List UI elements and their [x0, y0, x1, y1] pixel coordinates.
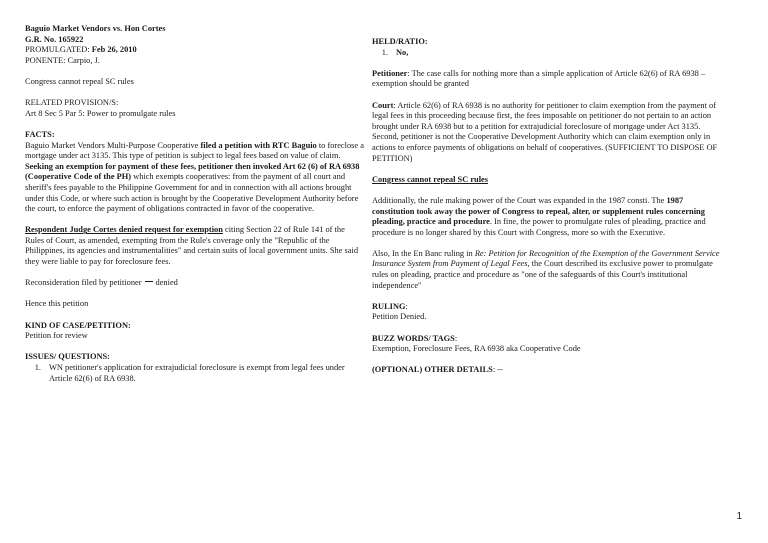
list-item: 1. No,: [381, 47, 409, 57]
arrow-icon: [145, 281, 153, 282]
related-provisions-text: Art 8 Sec 5 Par 5: Power to promulgate rules: [25, 108, 176, 118]
page-number: 1: [736, 511, 742, 522]
issues-list: [25, 363, 365, 384]
facts-paragraph-3: Reconsideration filed by petitioner denied: [25, 278, 178, 288]
held-list: [372, 48, 722, 59]
list-item: 1. WN petitioner's application for extrajudicial foreclosure is exempt from legal fees under Article 62(6) of RA 6938.: [34, 363, 345, 383]
gr-number: G.R. No. 165922: [25, 34, 84, 44]
held-paragraph-2: Also, In the En Banc ruling in Re: Petition for Recognition of the Exemption of the Government Service Insurance System from Payment of Legal Fees, the Court described its exclusive power to promulgate rules on pleading, practice and procedure as "one of the safeguards of this Court's institutional independence": [372, 248, 720, 290]
kind-of-case-label: KIND OF CASE/PETITION:: [25, 320, 131, 330]
held-label: HELD/RATIO:: [372, 37, 428, 46]
held-paragraph-1: Additionally, the rule making power of the Court was expanded in the 1987 consti. The 1987 constitution took away the power of Congress to repeal, alter, or supplement rules concerning pleading, practice and procedure. In fine, the power to promulgate rules of pleading, practice and procedure is no longer shared by this Court with Congress, more so with the Executive.: [372, 195, 706, 237]
other-details: (OPTIONAL) OTHER DETAILS: --: [372, 365, 503, 375]
related-provisions-label: RELATED PROVISION/S:: [25, 98, 119, 108]
buzz-words-label: BUZZ WORDS/ TAGS:: [372, 333, 458, 343]
facts-paragraph-1: Baguio Market Vendors Multi-Purpose Cooperative filed a petition with RTC Baguio to foreclose a mortgage under act 3135. This type of petition is subject to legal fees based on value of claim. Seeking an exemption for payment of these fees, petitioner then invoked Art 62 (6) of RA 6938 (Cooperative Code of the PH) which exempts cooperatives: from the payment of all court and sheriff's fees payable to the Philippine Government for and in connection with all actions brought under this Code, or where such action is brought by the Cooperative Development Authority before the court, to enforce the payment of obligations contracted in favor of the cooperative.: [25, 140, 364, 214]
issues-label: ISSUES/ QUESTIONS:: [25, 352, 110, 362]
kind-of-case-text: Petition for review: [25, 331, 88, 341]
promulgated: PROMULGATED: Feb 26, 2010: [25, 45, 137, 55]
court-ruling-text: Court: Article 62(6) of RA 6938 is no authority for petitioner to claim exemption from the payment of legal fees in this proceeding because first, the fees imposable on petitioner do not pertain to an action brought under RA 6938 but to a petition for extrajudicial foreclosure of mortgage under Act 3135. Second, petitioner is not the Cooperative Development Authority which can claim exemption only in actions to enforce payments of obligations on behalf of cooperatives. (SUFFICIENT TO DISPOSE OF PETITION): [372, 100, 718, 163]
facts-label: FACTS:: [25, 129, 55, 139]
ponente: PONENTE: Carpio, J.: [25, 55, 100, 65]
facts-paragraph-2: Respondent Judge Cortes denied request for exemption citing Section 22 of Rule 141 of the Rules of Court, as amended, exempting from the Rule's coverage only the "Republic of the Philippines, its agencies and instrumentalities" and certain suits of local government units. She said they were liable to pay for foreclosure fees.: [25, 225, 359, 267]
case-title: Baguio Market Vendors vs. Hon Cortes: [25, 24, 166, 33]
petitioner-argument: Petitioner: The case calls for nothing more than a simple application of Article 62(6) of RA 6938 – exemption should be granted: [372, 68, 706, 89]
right-column: [372, 37, 722, 376]
ruling-text: Petition Denied.: [372, 312, 427, 322]
facts-paragraph-4: Hence this petition: [25, 299, 89, 309]
held-subheading: Congress cannot repeal SC rules: [372, 174, 489, 184]
ruling-label: RULING:: [372, 301, 408, 311]
left-column: [25, 24, 365, 384]
buzz-words-text: Exemption, Foreclosure Fees, RA 6938 aka Cooperative Code: [372, 344, 581, 354]
topic-line: Congress cannot repeal SC rules: [25, 76, 134, 86]
